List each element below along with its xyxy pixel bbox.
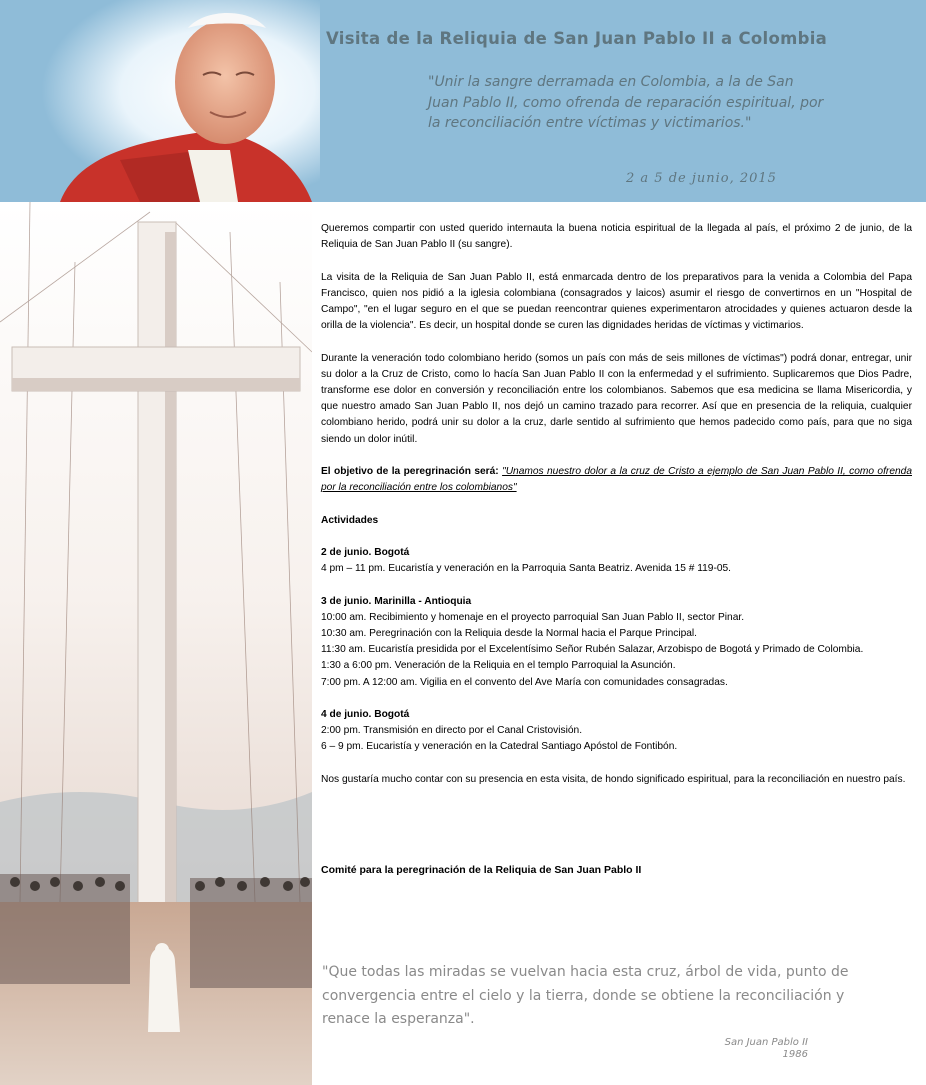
veneration-paragraph: Durante la veneración todo colombiano herido (somos un país con más de seis millones de víctimas") podrá donar, entregar, unir su dolor a la Cruz de Cristo, como lo hacía San Juan Pablo II con la enfermedad y el sufrimiento. Suplicaremos que Dios Padre, transforme ese dolor en conversión y reconciliación entre los colombianos. Sabemos que esa medicina se llama Misericordia, y que nuestro amado San Juan Pablo II, nos dejó un camino trazado para recorrer. Así que en presencia de la reliquia, cualquier colombiano herido, podrá unir su dolor a la cruz, darle sentido al sufrimiento que hemos padecido como país, para que no siga siendo un dolor inútil. [321,352,912,445]
pope-portrait-image [0,0,320,202]
schedule-item: 11:30 am. Eucaristía presidida por el Excelentísimo Señor Rubén Salazar, Arzobispo de Bogotá y Primado de Colombia. [321,644,864,656]
schedule-item: 6 – 9 pm. Eucaristía y veneración en la Catedral Santiago Apóstol de Fontibón. [321,741,678,753]
letter-body [321,221,912,804]
activities-heading: Actividades [321,514,379,526]
day-schedule [321,545,912,577]
day-schedule [321,707,912,756]
footer-quote: "Que todas las miradas se vuelvan hacia esta cruz, árbol de vida, punto de convergencia entre el cielo y la tierra, donde se obtiene la reconciliación y renace la esperanza". [322,964,849,1027]
page-title: Visita de la Reliquia de San Juan Pablo II a Colombia [326,29,828,48]
day-title: 2 de junio. Bogotá [321,546,410,558]
schedule-item: 1:30 a 6:00 pm. Veneración de la Reliquia en el templo Parroquial la Asunción. [321,660,676,672]
committee-signature: Comité para la peregrinación de la Reliquia de San Juan Pablo II [321,864,642,876]
quote-attribution [700,1037,808,1061]
objective-text: "Unamos nuestro dolor a la cruz de Cristo a ejemplo de San Juan Pablo II, como ofrenda por la reconciliación entre los colombianos" [321,466,912,494]
schedule-item: 4 pm – 11 pm. Eucaristía y veneración en la Parroquia Santa Beatriz. Avenida 15 # 119-05. [321,563,732,575]
day-title: 3 de junio. Marinilla - Antioquia [321,595,472,607]
header-quote: "Unir la sangre derramada en Colombia, a la de San Juan Pablo II, como ofrenda de reparación espiritual, por la reconciliación entre víctimas y victimarios." [428,74,824,131]
cross-photo-image [0,202,312,1085]
day-schedule [321,594,912,691]
event-date: 2 a 5 de junio, 2015 [626,171,777,186]
schedule-item: 2:00 pm. Transmisión en directo por el Canal Cristovisión. [321,725,583,737]
day-title: 4 de junio. Bogotá [321,708,410,720]
schedule-item: 10:00 am. Recibimiento y homenaje en el proyecto parroquial San Juan Pablo II, sector Pinar. [321,611,745,623]
objective-paragraph [321,464,912,496]
objective-label: El objetivo de la peregrinación será: [321,466,499,477]
closing-paragraph: Nos gustaría mucho contar con su presencia en esta visita, de hondo significado espiritual, para la reconciliación en nuestro país. [321,773,906,785]
quote-author: San Juan Pablo II [724,1037,808,1048]
intro-paragraph: Queremos compartir con usted querido internauta la buena noticia espiritual de la llegada al país, el próximo 2 de junio, de la Reliquia de San Juan Pablo II (su sangre). [321,223,912,251]
context-paragraph: La visita de la Reliquia de San Juan Pablo II, está enmarcada dentro de los preparativos para la venida a Colombia del Papa Francisco, quien nos pidió a la iglesia colombiana (consagrados y laicos) asumir el riesgo de convertirnos en un "Hospital de Campo", "en el lugar seguro en el que se puedan reencontrar quienes experimentaron atrocidades y quienes actuaron desde la orilla de la violencia". Es decir, un hospital donde se curen las dignidades heridas de víctimas y victimarios. [321,271,912,332]
quote-year: 1986 [782,1049,808,1060]
schedule-item: 7:00 pm. A 12:00 am. Vigilia en el convento del Ave María con comunidades consagradas. [321,676,728,688]
header-banner [0,0,926,202]
schedule-item: 10:30 am. Peregrinación con la Reliquia desde la Normal hacia el Parque Principal. [321,627,698,639]
